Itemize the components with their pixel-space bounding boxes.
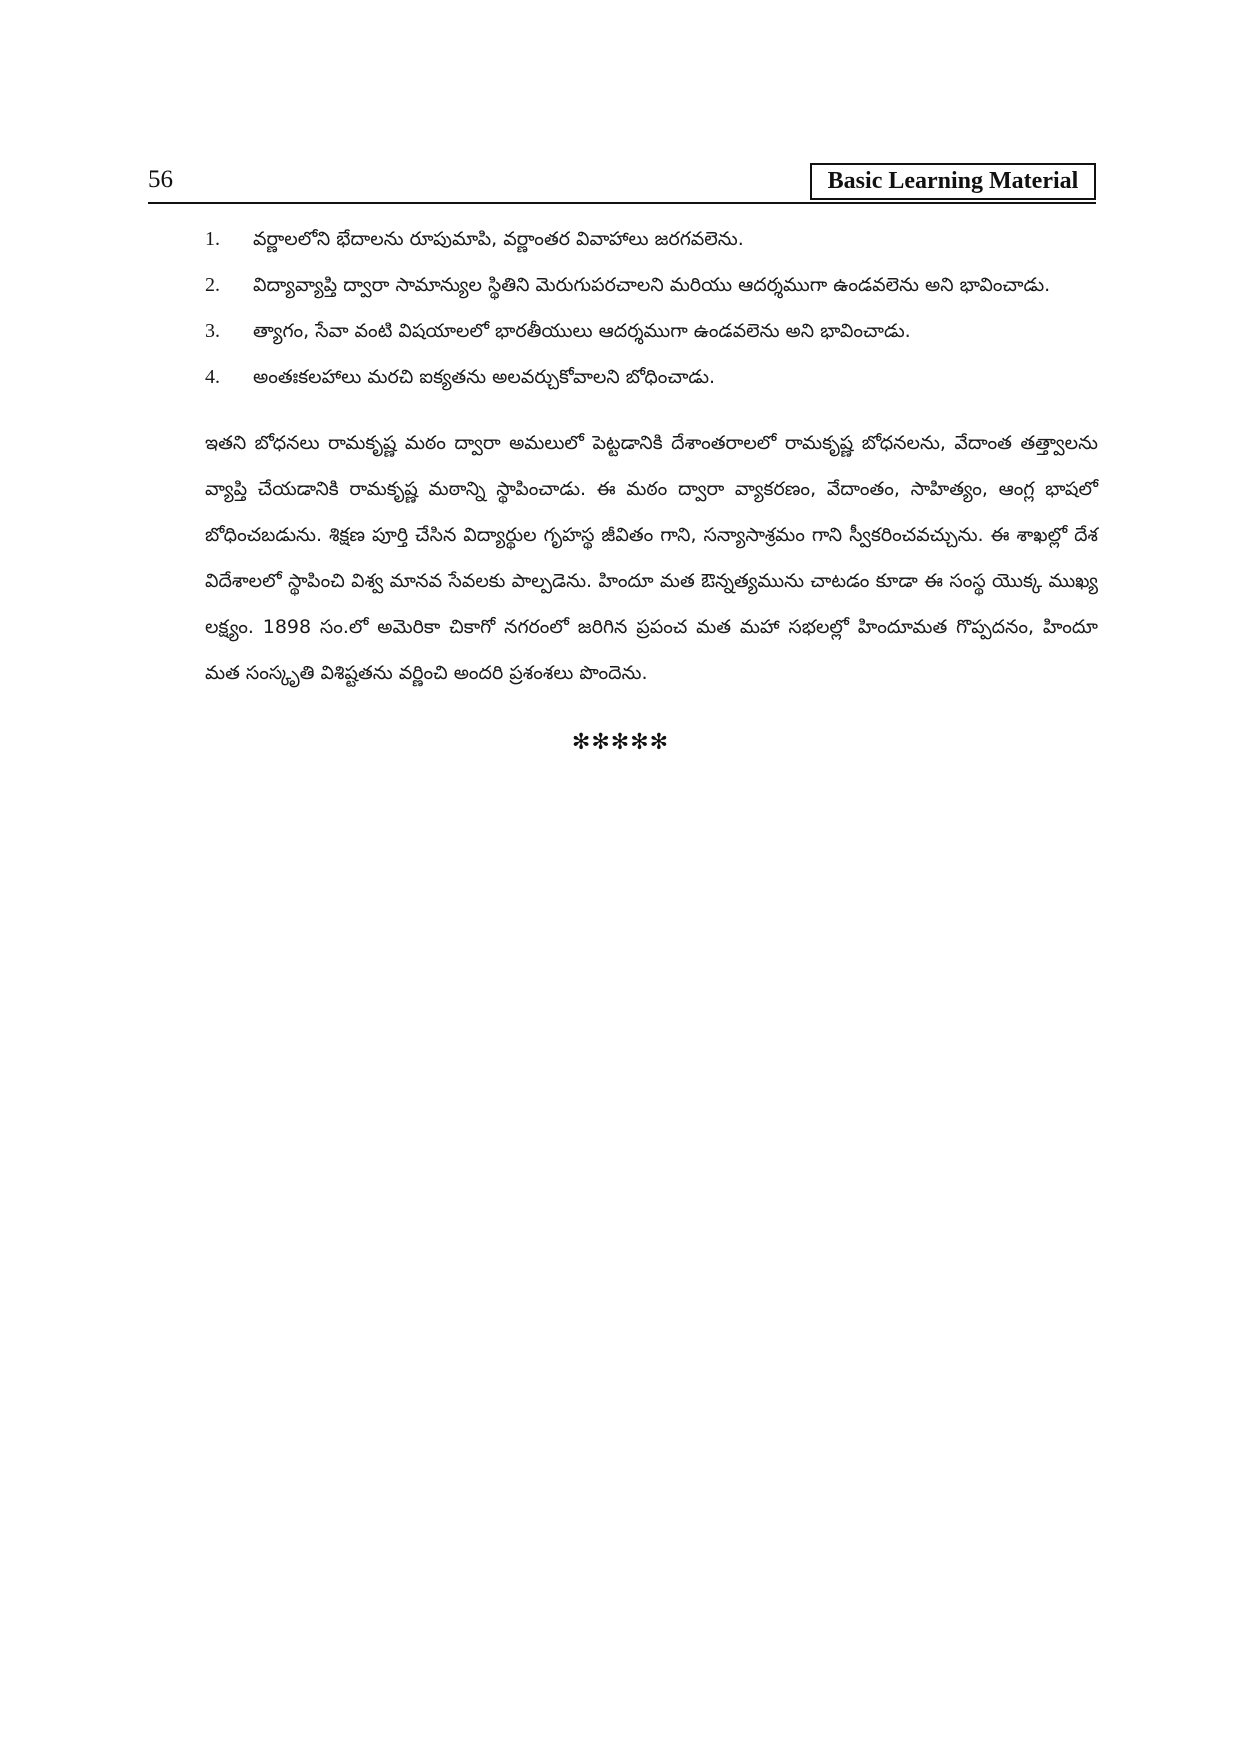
list-item-text: విద్యావ్యాప్తి ద్వారా సామాన్యుల స్థితిని మెరుగుపరచాలని మరియు ఆదర్శముగా ఉండవలెను అని భావించాడు.	[253, 274, 1051, 296]
numbered-list	[205, 228, 1098, 412]
list-item-number: 2.	[205, 274, 220, 296]
list-item-number: 4.	[205, 366, 220, 388]
page-header	[148, 160, 1096, 204]
list-item-text: త్యాగం, సేవా వంటి విషయాలలో భారతీయులు ఆదర్శముగా ఉండవలెను అని భావించాడు.	[253, 320, 911, 342]
page-content	[205, 228, 1098, 715]
list-item-number: 3.	[205, 320, 220, 342]
page-number: 56	[148, 166, 173, 193]
book-title: Basic Learning Material	[827, 168, 1079, 194]
list-item-text: వర్ణాలలోని భేదాలను రూపుమాపి, వర్ణాంతర వివాహాలు జరగవలెను.	[253, 228, 744, 250]
list-item-text: అంతఃకలహాలు మరచి ఐక్యతను అలవర్చుకోవాలని బోధించాడు.	[253, 366, 716, 388]
list-item	[205, 228, 1098, 274]
book-title-box	[810, 163, 1096, 200]
list-item	[205, 366, 1098, 412]
list-item-number: 1.	[205, 228, 220, 250]
body-paragraph: ఇతని బోధనలు రామకృష్ణ మఠం ద్వారా అమలులో పెట్టడానికి దేశాంతరాలలో రామకృష్ణ బోధనలను, వేదాంత తత్త్వాలను వ్యాప్తి చేయడానికి రామకృష్ణ మఠాన్ని స్థాపించాడు. ఈ మఠం ద్వారా వ్యాకరణం, వేదాంతం, సాహిత్యం, ఆంగ్ల భాషలో బోధించబడును. శిక్షణ పూర్తి చేసిన విద్యార్థుల గృహస్థ జీవితం గాని, సన్యాసాశ్రమం గాని స్వీకరించవచ్చును. ఈ శాఖల్లో దేశ విదేశాలలో స్థాపించి విశ్వ మానవ సేవలకు పాల్పడెను. హిందూ మత ఔన్నత్యమును చాటడం కూడా ఈ సంస్థ యొక్క ముఖ్య లక్ష్యం. 1898 సం.లో అమెరికా చికాగో నగరంలో జరిగిన ప్రపంచ మత మహా సభలల్లో హిందూమత గొప్పదనం, హిందూ మత సంస్కృతి విశిష్టతను వర్ణించి అందరి ప్రశంశలు పొందెను.	[205, 432, 1098, 684]
header-rule	[148, 202, 1096, 204]
section-separator: ✻✻✻✻✻	[571, 730, 670, 755]
list-item	[205, 274, 1098, 320]
list-item	[205, 320, 1098, 366]
